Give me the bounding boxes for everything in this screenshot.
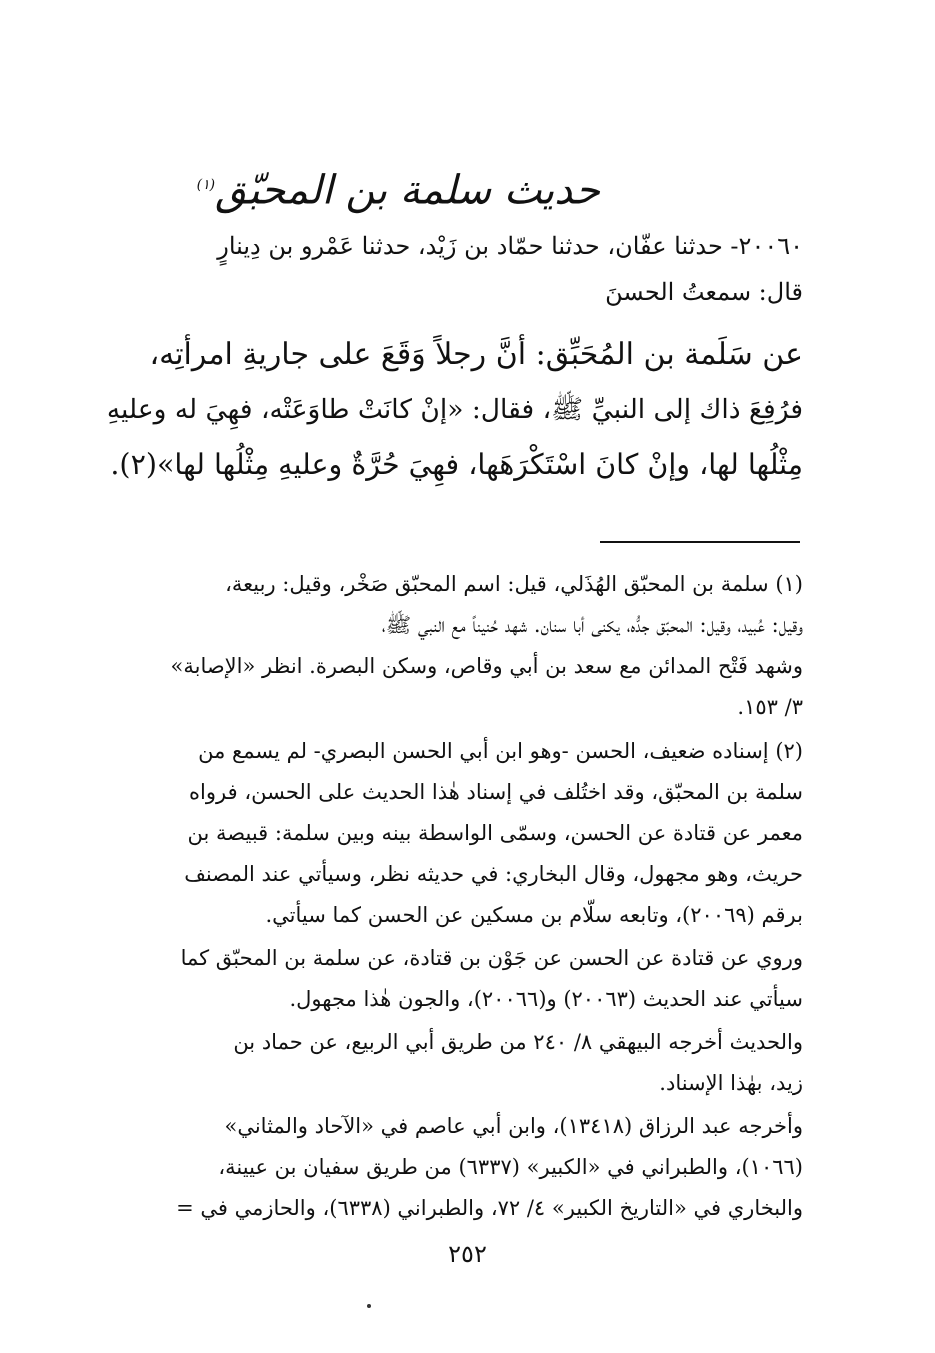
- page-number: ٢٥٢: [448, 1240, 487, 1268]
- footnote-1-line-1: (١) سلمة بن المحبّق الهُذَلي، قيل: اسم المحبّق صَخْر، وقيل: ربيعة،: [225, 572, 803, 596]
- hadith-text-line-2: فرُفِعَ ذاك إلى النبيِّ ﷺ، فقال: «إنْ كانَتْ طاوَعَتْه، فهِيَ له وعليهِ: [106, 394, 803, 425]
- hadith-chain-line-2: قال: سمعتُ الحسنَ: [605, 278, 803, 306]
- footnote-4-line-1: والحديث أخرجه البيهقي ٨/ ٢٤٠ من طريق أبي الربيع، عن حماد بن: [233, 1030, 803, 1054]
- hadith-text-line-3: مِثْلُها لها، وإنْ كانَ اسْتَكْرَهَها، فهِيَ حُرَّةٌ وعليهِ مِثْلُها لها»(٢).: [110, 448, 803, 481]
- footnote-3-line-1: وروي عن قتادة عن الحسن عن جَوْن بن قتادة، عن سلمة بن المحبّق كما: [180, 946, 803, 970]
- footnote-2-line-3: معمر عن قتادة عن الحسن، وسمّى الواسطة بينه وبين سلمة: قبيصة بن: [187, 821, 803, 845]
- footnote-1-line-4: ٣/ ١٥٣.: [737, 695, 803, 719]
- footnote-divider: [600, 541, 800, 543]
- footnote-1-line-2: وقيل: عُبيد، وقيل: المحبّق جدُّه، يكنى أبا سنان. شهد حُنيناً مع النبي ﷺ،: [381, 613, 803, 637]
- footnote-4-line-2: زيد، بهٰذا الإسناد.: [659, 1071, 803, 1095]
- footnote-2-line-4: حريث، وهو مجهول، وقال البخاري: في حديثه نظر، وسيأتي عند المصنف: [184, 862, 803, 886]
- footnote-1-line-3: وشهد فَتْح المدائن مع سعد بن أبي وقاص، وسكن البصرة. انظر «الإصابة»: [170, 654, 803, 678]
- hadith-chain-line-1: ٢٠٠٦٠- حدثنا عفّان، حدثنا حمّاد بن زَيْد، حدثنا عَمْرو بن دِينارٍ: [217, 232, 803, 260]
- hadith-text-line-1: عن سَلَمة بن المُحَبِّق: أنَّ رجلاً وَقَعَ على جاريةِ امرأتِه،: [149, 337, 803, 372]
- footnote-3-line-2: سيأتي عند الحديث (٢٠٠٦٣) و(٢٠٠٦٦)، والجون هٰذا مجهول.: [289, 987, 803, 1011]
- chapter-title-text: حديث سلمة بن المحبّق: [215, 167, 600, 214]
- footnote-5-line-3: والبخاري في «التاريخ الكبير» ٤/ ٧٢، والطبراني (٦٣٣٨)، والحازمي في =: [176, 1196, 803, 1220]
- footnote-5-line-1: وأخرجه عبد الرزاق (١٣٤١٨)، وابن أبي عاصم في «الآحاد والمثاني»: [224, 1114, 803, 1138]
- print-speck: [367, 1304, 371, 1308]
- footnote-5-line-2: (١٠٦٦)، والطبراني في «الكبير» (٦٣٣٧) من طريق سفيان بن عيينة،: [218, 1155, 803, 1179]
- footnote-2-line-5: برقم (٢٠٠٦٩)، وتابعه سلّام بن مسكين عن الحسن كما سيأتي.: [265, 903, 803, 927]
- footnote-2-line-2: سلمة بن المحبّق، وقد اختُلف في إسناد هٰذا الحديث على الحسن، فرواه: [189, 780, 803, 804]
- chapter-title: [196, 150, 600, 225]
- title-footnote-ref: (١): [196, 177, 216, 193]
- footnote-2-line-1: (٢) إسناده ضعيف، الحسن -وهو ابن أبي الحسن البصري- لم يسمع من: [198, 739, 803, 763]
